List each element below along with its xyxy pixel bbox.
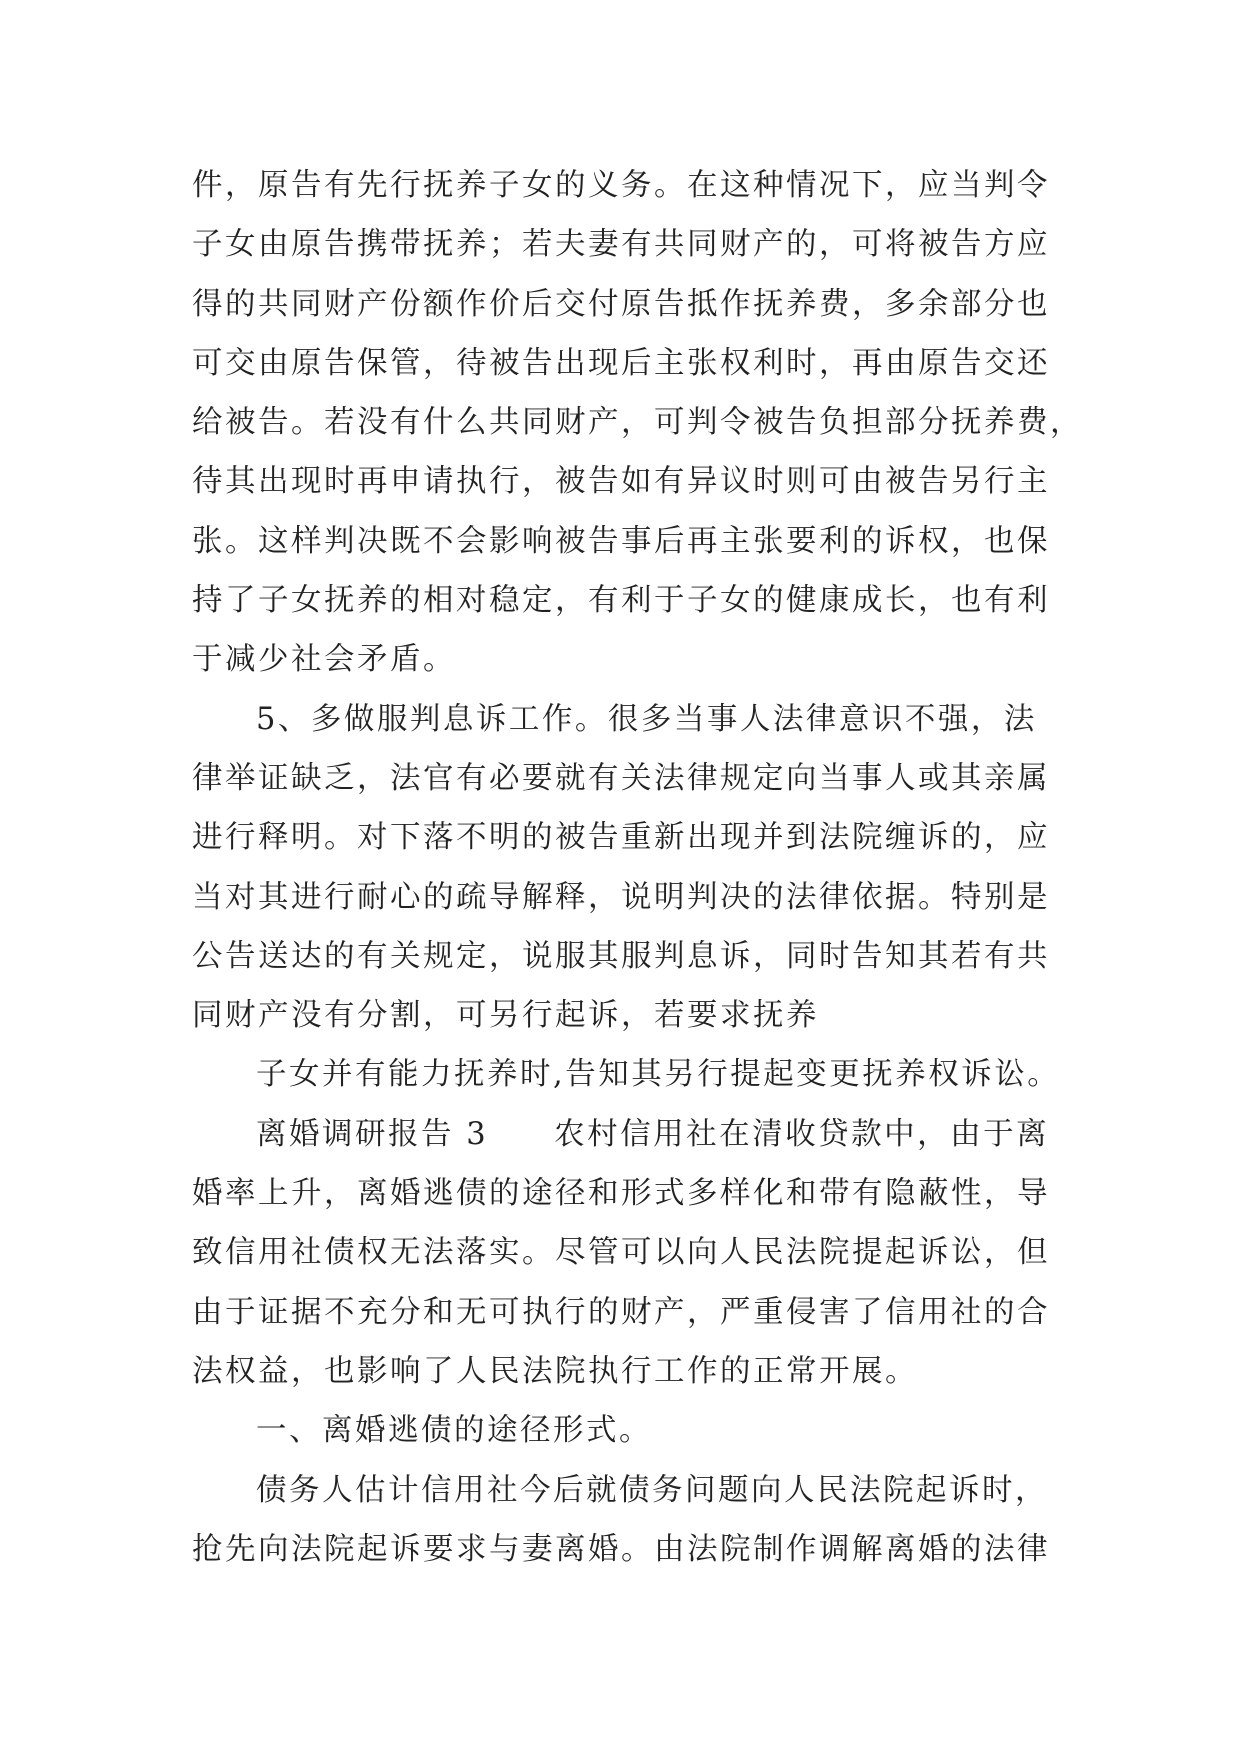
text-line: 5、多做服判息诉工作。很多当事人法律意识不强，法 [256,701,1037,737]
text-line: 持了子女抚养的相对稳定，有利于子女的健康成长，也有利 [192,583,1050,619]
text-line: 当对其进行耐心的疏导解释，说明判决的法律依据。特别是 [192,879,1050,915]
text-line: 子女并有能力抚养时,告知其另行提起变更抚养权诉讼。 [256,1057,1061,1093]
text-line: 公告送达的有关规定，说服其服判息诉，同时告知其若有共 [192,938,1050,974]
text-line: 可交由原告保管，待被告出现后主张权利时，再由原告交还 [192,345,1050,381]
text-line: 致信用社债权无法落实。尽管可以向人民法院提起诉讼，但 [192,1235,1050,1271]
text-line: 由于证据不充分和无可执行的财产，严重侵害了信用社的合 [192,1294,1050,1330]
text-line: 给被告。若没有什么共同财产，可判令被告负担部分抚养费， [192,405,1083,441]
text-line: 律举证缺乏，法官有必要就有关法律规定向当事人或其亲属 [192,760,1050,796]
text-line: 一、离婚逃债的途径形式。 [256,1413,652,1449]
text-line: 得的共同财产份额作价后交付原告抵作抚养费，多余部分也 [192,286,1050,322]
text-line: 离婚调研报告 3 农村信用社在清收贷款中，由于离 [256,1116,1050,1152]
text-line: 于减少社会矛盾。 [192,642,456,678]
document-body [192,156,1083,1579]
text-line: 同财产没有分割，可另行起诉，若要求抚养 [192,998,819,1034]
text-line: 婚率上升，离婚逃债的途径和形式多样化和带有隐蔽性，导 [192,1176,1050,1212]
text-line: 张。这样判决既不会影响被告事后再主张要利的诉权，也保 [192,523,1050,559]
text-line: 子女由原告携带抚养；若夫妻有共同财产的，可将被告方应 [192,227,1050,263]
text-line: 债务人估计信用社今后就债务问题向人民法院起诉时， [256,1472,1048,1508]
text-line: 进行释明。对下落不明的被告重新出现并到法院缠诉的，应 [192,820,1050,856]
text-line: 法权益，也影响了人民法院执行工作的正常开展。 [192,1353,918,1389]
text-line: 件，原告有先行抚养子女的义务。在这种情况下，应当判令 [192,168,1050,203]
text-line: 抢先向法院起诉要求与妻离婚。由法院制作调解离婚的法律 [192,1531,1050,1567]
text-line: 待其出现时再申请执行，被告如有异议时则可由被告另行主 [192,464,1050,500]
